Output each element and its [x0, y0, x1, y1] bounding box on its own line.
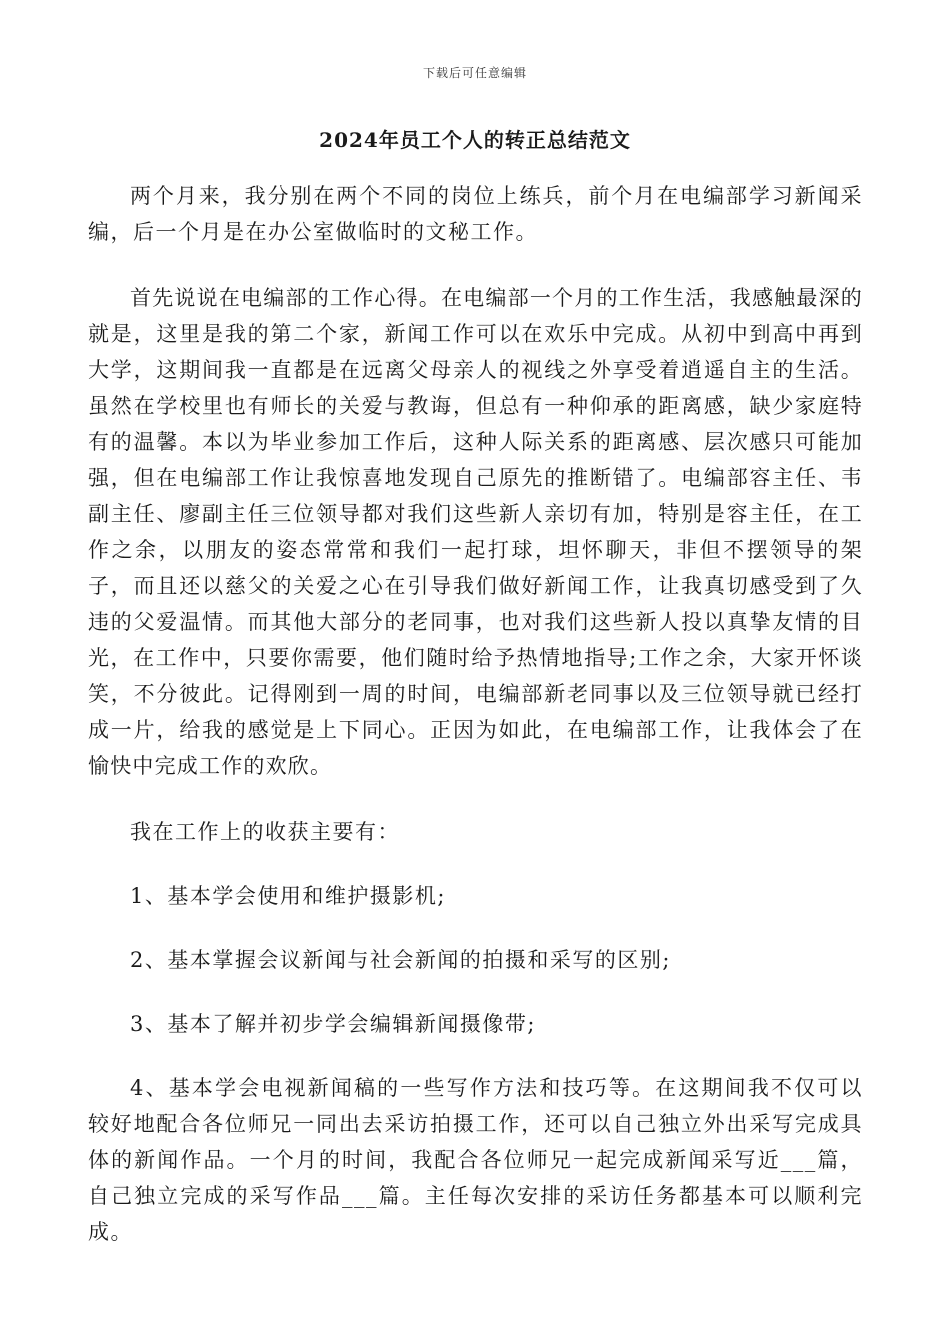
- paragraph-work-experience: 首先说说在电编部的工作心得。在电编部一个月的工作生活，我感触最深的就是，这里是我的第二个家，新闻工作可以在欢乐中完成。从初中到高中再到大学，这期间我一直都是在远离父母亲人的视线之外享受着逍遥自主的生活。虽然在学校里也有师长的关爱与教诲，但总有一种仰承的距离感，缺少家庭特有的温馨。本以为毕业参加工作后，这种人际关系的距离感、层次感只可能加强，但在电编部工作让我惊喜地发现自己原先的推断错了。电编部容主任、韦副主任、廖副主任三位领导都对我们这些新人亲切有加，特别是容主任，在工作之余，以朋友的姿态常常和我们一起打球，坦怀聊天，非但不摆领导的架子，而且还以慈父的关爱之心在引导我们做好新闻工作，让我真切感受到了久违的父爱温情。而其他大部分的老同事，也对我们这些新人投以真挚友情的目光，在工作中，只要你需要，他们随时给予热情地指导;工作之余，大家开怀谈笑，不分彼此。记得刚到一周的时间，电编部新老同事以及三位领导就已经打成一片，给我的感觉是上下同心。正因为如此，在电编部工作，让我体会了在愉快中完成工作的欢欣。: [88, 286, 863, 778]
- paragraph-intro: 两个月来，我分别在两个不同的岗位上练兵，前个月在电编部学习新闻采编，后一个月是在办公室做临时的文秘工作。: [88, 184, 863, 244]
- document-title: 2024年员工个人的转正总结范文: [319, 128, 631, 152]
- document-body: [88, 178, 863, 1280]
- list-item-4: 4、基本学会电视新闻稿的一些写作方法和技巧等。在这期间我不仅可以较好地配合各位师兄一同出去采访拍摄工作，还可以自己独立外出采写完成具体的新闻作品。一个月的时间，我配合各位师兄一起完成新闻采写近___篇，自己独立完成的采写作品___篇。主任每次安排的采访任务都基本可以顺利完成。: [88, 1076, 863, 1244]
- page-header-note: 下载后可任意编辑: [422, 66, 527, 80]
- paragraph-gains-heading: 我在工作上的收获主要有：: [130, 820, 400, 844]
- list-item-3: 3、基本了解并初步学会编辑新闻摄像带;: [130, 1012, 536, 1036]
- list-item-1: 1、基本学会使用和维护摄影机;: [130, 884, 446, 908]
- list-item-2: 2、基本掌握会议新闻与社会新闻的拍摄和采写的区别;: [130, 948, 671, 972]
